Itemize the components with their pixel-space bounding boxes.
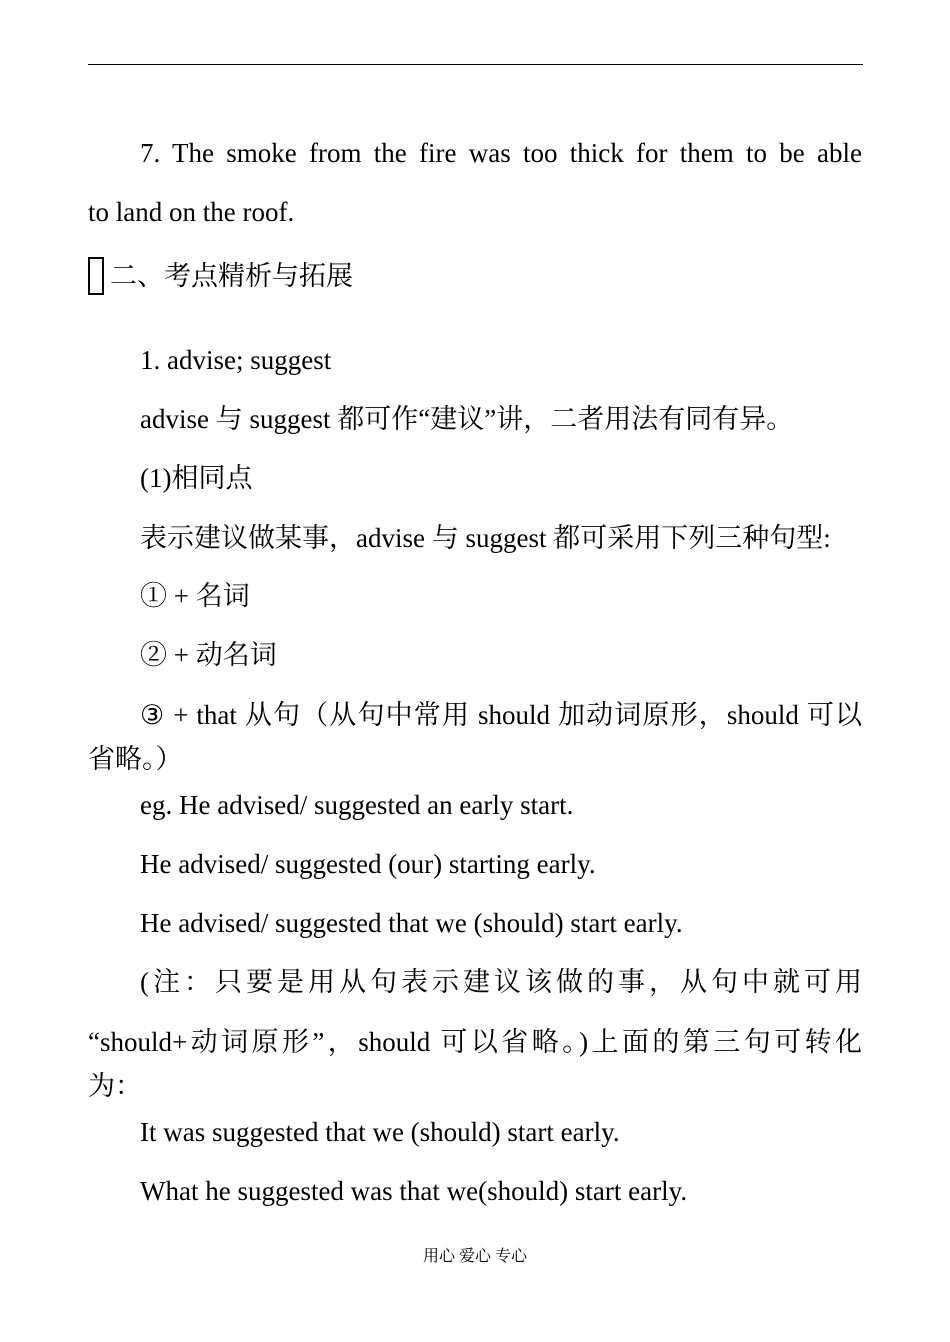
- example-sentence: It was suggested that we (should) start early.: [140, 1117, 620, 1147]
- example-sentence: What he suggested was that we(should) start early.: [140, 1176, 688, 1206]
- note-line-1: (注：只要是用从句表示建议该做的事，从句中就可用: [140, 967, 862, 997]
- example-sentence: eg. He advised/ suggested an early start.: [140, 790, 574, 820]
- note-line-3: 为：: [88, 1071, 142, 1101]
- subsection-title: (1)相同点: [140, 463, 253, 493]
- paragraph-line: advise 与 suggest 都可作“建议”讲，二者用法有同有异。: [140, 404, 794, 434]
- note-line-2: “should+动词原形”，should 可以省略。)上面的第三句可转化: [88, 1027, 862, 1057]
- box-icon: [88, 257, 104, 295]
- topic-title: 1. advise; suggest: [140, 345, 332, 375]
- item-7-line-2: to land on the roof.: [88, 197, 295, 227]
- example-sentence: He advised/ suggested (our) starting early.: [140, 849, 596, 879]
- pattern-item-1: ① + 名词: [140, 581, 250, 611]
- pattern-item-2: ② + 动名词: [140, 640, 277, 670]
- item-7-line-1: 7. The smoke from the fire was too thick for them to be able: [140, 138, 862, 168]
- pattern-item-3-line-2: 省略。）: [88, 744, 183, 774]
- pattern-item-3-line-1: ③ + that 从句（从句中常用 should 加动词原形，should 可以: [140, 700, 862, 730]
- example-sentence: He advised/ suggested that we (should) start early.: [140, 908, 683, 938]
- section-heading-text: 二、考点精析与拓展: [110, 261, 353, 291]
- paragraph-line: 表示建议做某事，advise 与 suggest 都可采用下列三种句型:: [140, 523, 831, 553]
- page-footer: 用心 爱心 专心: [422, 1248, 527, 1265]
- header-rule: [88, 64, 863, 65]
- section-heading: [88, 256, 353, 296]
